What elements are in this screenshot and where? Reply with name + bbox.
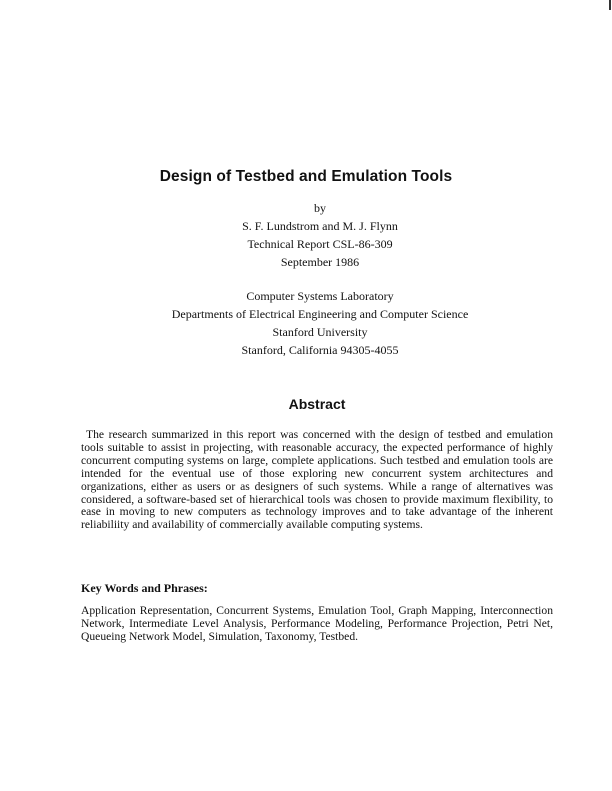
affiliation-university: Stanford University (272, 325, 368, 339)
keywords-body: Application Representation, Concurrent Systems, Emulation Tool, Graph Mapping, Interconnection Network, Intermediate Level Analysis, Performance Modeling, Performance Projection, Petri Net, Queueing Network Model, Simulation, Taxonomy, Testbed. (81, 604, 553, 643)
affiliation-departments: Departments of Electrical Engineering and Computer Science (171, 307, 469, 321)
affiliation-lab: Computer Systems Laboratory (246, 289, 394, 303)
authors: S. F. Lundstrom and M. J. Flynn (242, 219, 398, 233)
scan-edge-mark (609, 0, 611, 10)
report-date: September 1986 (280, 255, 360, 269)
keywords-heading: Key Words and Phrases: (81, 581, 208, 595)
abstract-body: The research summarized in this report was concerned with the design of testbed and emulation tools suitable to assist in projecting, with reasonable accuracy, the expected performance of highly concurrent computing systems on large, complete applications. Such testbed and emulation tools are intended for the eventual use of those exploring new concurrent system architectures and organizations, either as users or as designers of such systems. While a range of alternatives was considered, a software-based set of hierarchical tools was chosen to provide maximum flexibility, to ease in moving to new computers as technology improves and to take advantage of the inherent reliabiliity and availability of commercially available computing systems. (81, 428, 553, 532)
report-number: Technical Report CSL-86-309 (247, 237, 393, 251)
abstract-heading: Abstract (288, 396, 346, 412)
document-title: Design of Testbed and Emulation Tools (159, 168, 453, 185)
byline: by (314, 201, 326, 215)
affiliation-address: Stanford, California 94305-4055 (241, 343, 399, 357)
